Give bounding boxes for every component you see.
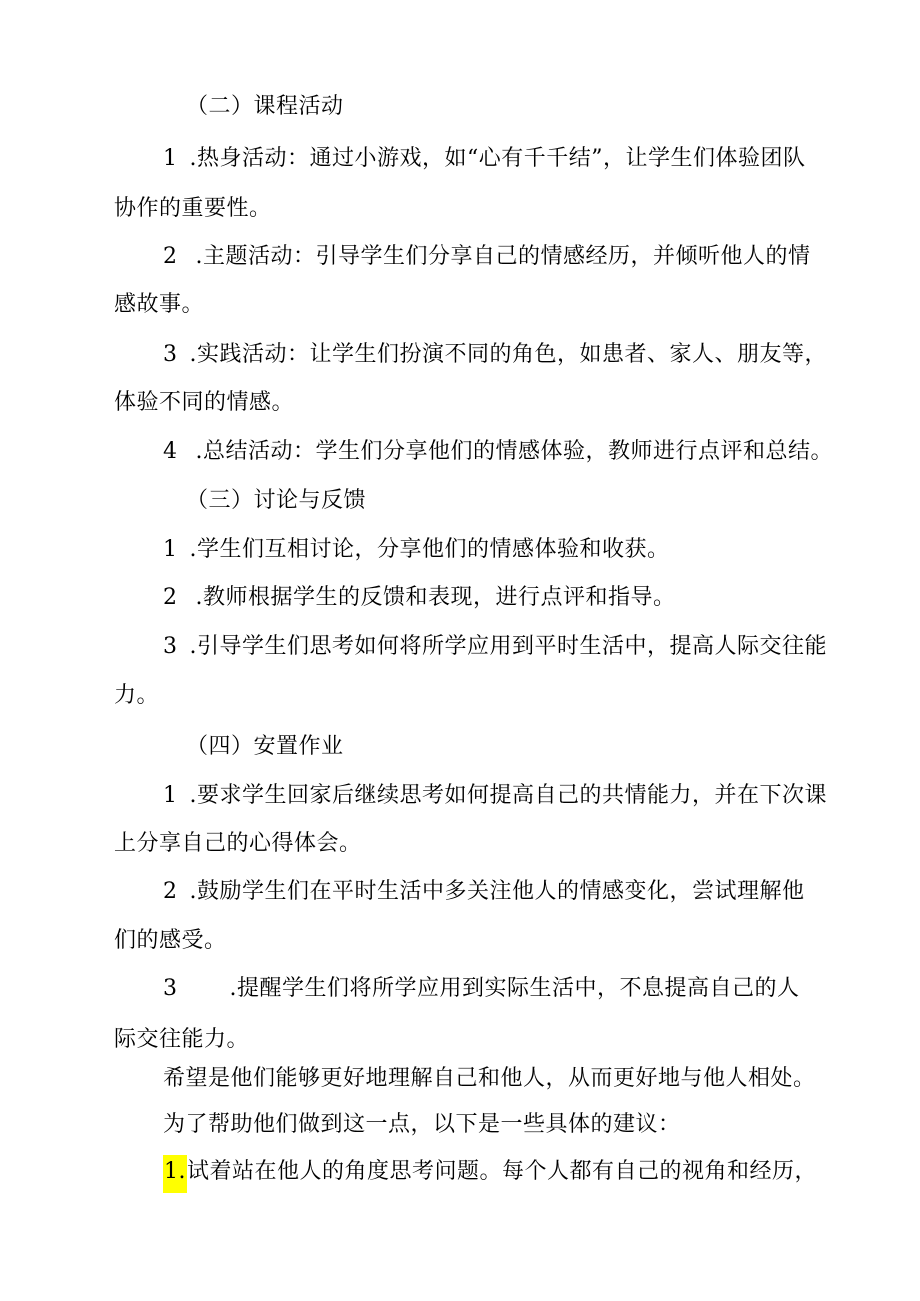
item-text: .热身活动：通过小游戏，如“心有千千结”，让学生们体验团队	[189, 146, 806, 171]
item-number: 2	[163, 879, 178, 904]
item-text: .总结活动：学生们分享他们的情感体验，教师进行点评和总结。	[195, 439, 833, 464]
list-item	[163, 242, 811, 272]
section-heading-3: （三）讨论与反馈	[186, 488, 367, 513]
item-number: 2	[163, 244, 178, 269]
item-text: .主题活动：引导学生们分享自己的情感经历，并倾听他人的情	[195, 244, 811, 269]
item-number: 3	[163, 634, 178, 659]
highlighted-item-number: 1.	[163, 1155, 187, 1193]
list-item	[163, 144, 806, 174]
paragraph: 为了帮助他们做到这一点，以下是一些具体的建议：	[163, 1112, 681, 1137]
item-text: .引导学生们思考如何将所学应用到平时生活中，提高人际交往能	[189, 634, 827, 659]
section-heading-2: （二）课程活动	[186, 94, 344, 119]
item-number: 3	[163, 976, 178, 1001]
item-continuation: 感故事。	[114, 292, 205, 317]
item-continuation: 际交往能力。	[114, 1027, 250, 1052]
item-text: .学生们互相讨论，分享他们的情感体验和收获。	[189, 537, 670, 562]
item-number: 1	[163, 783, 178, 808]
item-text: .鼓励学生们在平时生活中多关注他人的情感变化，尝试理解他	[189, 879, 805, 904]
item-text: .提醒学生们将所学应用到实际生活中，不息提高自己的人	[229, 976, 800, 1001]
list-item	[163, 583, 676, 613]
list-item	[163, 632, 827, 662]
list-item	[163, 437, 833, 467]
item-text: .要求学生回家后继续思考如何提高自己的共情能力，并在下次课	[189, 783, 827, 808]
item-text: .教师根据学生的反馈和表现，进行点评和指导。	[195, 585, 676, 610]
item-number: 3	[163, 342, 178, 367]
list-item	[163, 974, 800, 1004]
item-continuation: 们的感受。	[114, 928, 227, 953]
item-number: 4	[163, 439, 178, 464]
item-text: 试着站在他人的角度思考问题。每个人都有自己的视角和经历，	[187, 1159, 818, 1184]
item-number: 1	[163, 146, 178, 171]
list-item	[163, 877, 805, 907]
list-item	[163, 1155, 817, 1193]
list-item	[163, 781, 827, 811]
item-number: 1	[163, 537, 178, 562]
item-continuation: 力。	[114, 683, 160, 708]
item-text: .实践活动：让学生们扮演不同的角色，如患者、家人、朋友等，	[189, 342, 827, 367]
paragraph: 希望是他们能够更好地理解自己和他人，从而更好地与他人相处。	[163, 1066, 816, 1091]
item-continuation: 协作的重要性。	[114, 196, 272, 221]
list-item	[163, 340, 827, 370]
list-item	[163, 535, 670, 565]
section-heading-4: （四）安置作业	[186, 734, 344, 759]
item-number: 2	[163, 585, 178, 610]
item-continuation: 上分享自己的心得体会。	[114, 831, 362, 856]
item-continuation: 体验不同的情感。	[114, 390, 295, 415]
